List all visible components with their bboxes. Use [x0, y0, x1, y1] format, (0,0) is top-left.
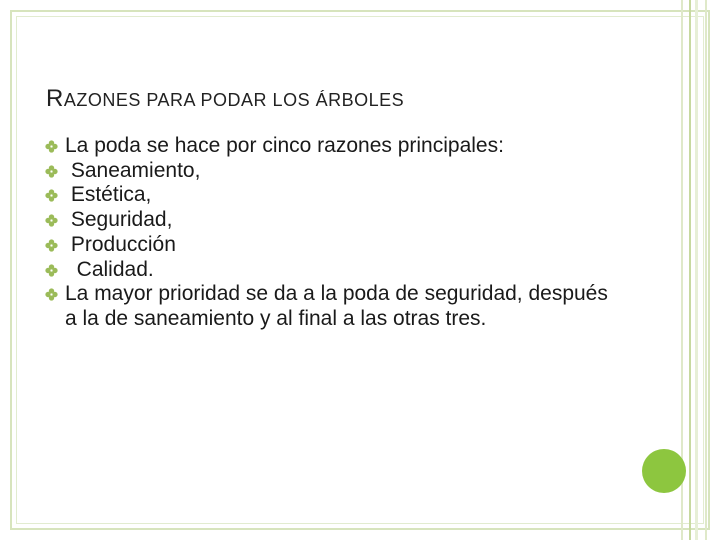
- decorative-vertical-line: [695, 0, 698, 540]
- bullet-item: [45, 282, 625, 331]
- flower-bullet-icon: [45, 239, 58, 252]
- flower-bullet-icon: [45, 288, 58, 301]
- flower-bullet-icon: [45, 214, 58, 227]
- bullet-text: Saneamiento,: [65, 158, 201, 182]
- bullet-item: [45, 159, 625, 184]
- bullet-item: [45, 208, 625, 233]
- flower-bullet-icon: [45, 189, 58, 202]
- flower-bullet-icon: [45, 165, 58, 178]
- bullet-text: Seguridad,: [65, 208, 173, 232]
- bullet-text: La poda se hace por cinco razones principales:: [65, 134, 504, 157]
- flower-bullet-icon: [45, 264, 58, 277]
- bullet-item: [45, 183, 625, 208]
- bullet-list: [45, 134, 625, 332]
- slide-title: [46, 77, 404, 114]
- bullet-text: Calidad.: [65, 257, 154, 281]
- decorative-vertical-line: [705, 0, 707, 540]
- bullet-item: [45, 258, 625, 283]
- bullet-text: La mayor prioridad se da a la poda de seguridad, después a la de saneamiento y al final a las otras tres.: [65, 282, 608, 330]
- bullet-item: [45, 233, 625, 258]
- bullet-text: Estética,: [65, 183, 152, 207]
- decorative-green-circle: [642, 449, 686, 493]
- title-first-letter: R: [46, 85, 64, 112]
- decorative-vertical-line: [689, 0, 691, 540]
- bullet-item: [45, 134, 625, 159]
- flower-bullet-icon: [45, 140, 58, 153]
- title-text: AZONES PARA PODAR LOS ÁRBOLES: [63, 90, 405, 110]
- bullet-text: Producción: [65, 232, 176, 256]
